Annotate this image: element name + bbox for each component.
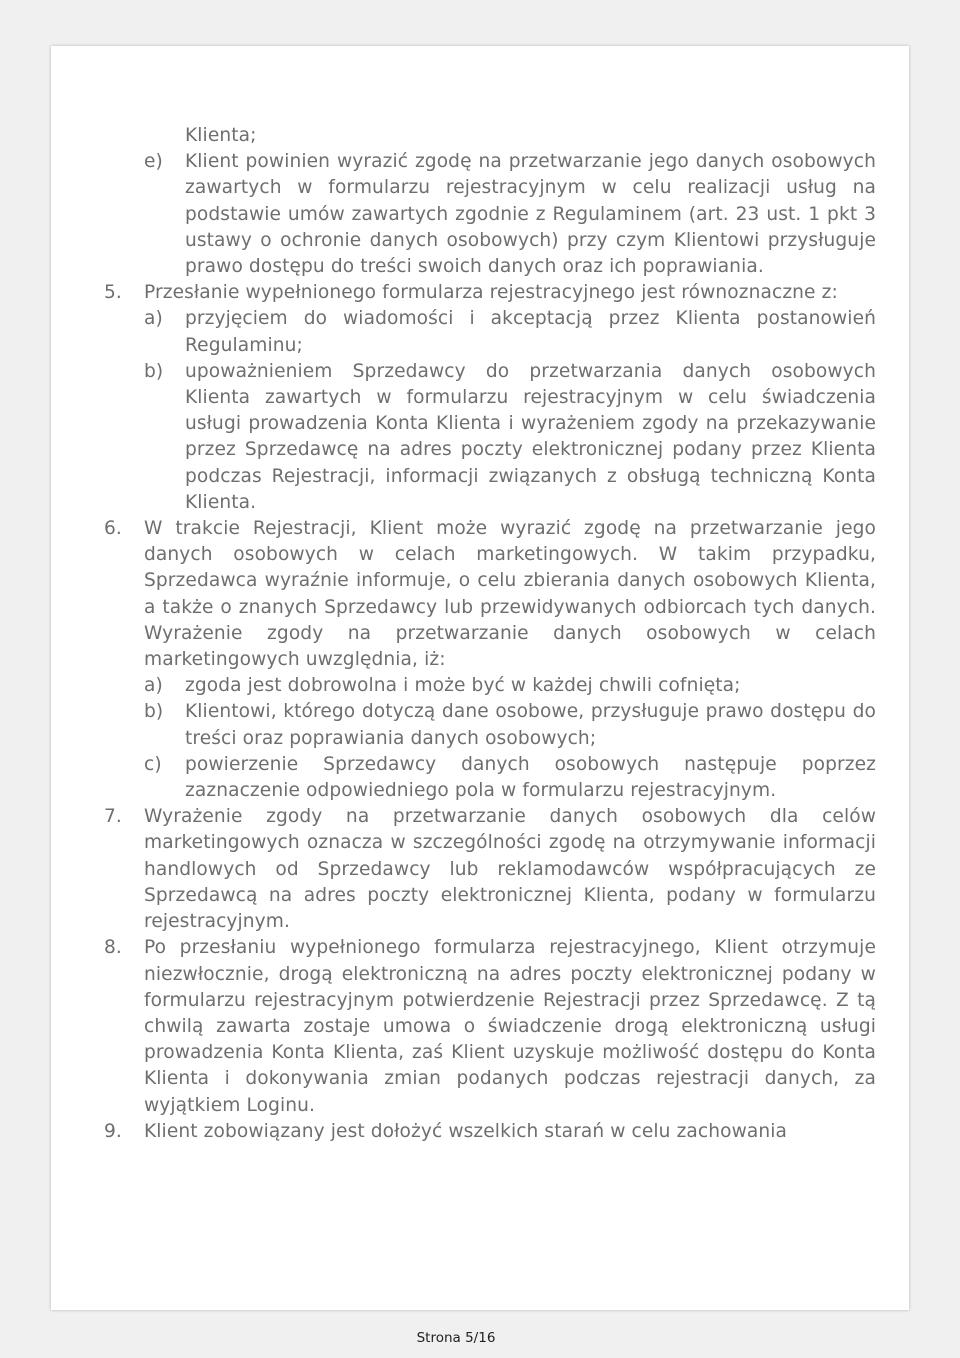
continuation-text: Klienta; (185, 125, 257, 146)
paragraph-7 (104, 804, 876, 935)
document-page (51, 46, 909, 1310)
paragraph-number: 9. (104, 1120, 122, 1142)
paragraph-8 (104, 935, 876, 1118)
paragraph-text: Klient zobowiązany jest dołożyć wszelkich starań w celu zachowania (144, 1120, 788, 1142)
paragraph-6 (104, 516, 876, 673)
subitem-label: a) (144, 675, 163, 697)
paragraph-number: 7. (104, 806, 122, 828)
subitem-label: a) (144, 308, 163, 330)
paragraph-text: Wyrażenie zgody na przetwarzanie danych osobowych dla celów marketingowych oznacza w szczególności zgodę na otrzymywanie informacji handlowych od Sprzedawcy lub reklamodawców współpracujących ze Sprzedawcą na adres poczty elektronicznej Klienta, podany w formularzu rejestracyjnym. (144, 806, 876, 933)
subitem-label: c) (144, 753, 162, 775)
subitem-text: upoważnieniem Sprzedawcy do przetwarzania danych osobowych Klienta zawartych w formularzu rejestracyjnym w celu świadczenia usługi prowadzenia Konta Klienta i wyrażeniem zgody na przekazywanie przez Sprzedawcę na adres poczty elektronicznej podany przez Klienta podczas Rejestracji, informacji związanych z obsługą techniczną Konta Klienta. (185, 360, 876, 513)
subitem-label: e) (144, 151, 163, 173)
paragraph-5 (104, 280, 876, 306)
subitem-5b (144, 359, 876, 516)
subitem-text: przyjęciem do wiadomości i akceptacją przez Klienta postanowień Regulaminu; (185, 308, 876, 356)
paragraph-9 (104, 1119, 876, 1145)
subitem-6c (144, 752, 876, 804)
document-body (104, 123, 876, 1145)
subitem-5a (144, 306, 876, 358)
subitem-text: Klientowi, którego dotyczą dane osobowe, przysługuje prawo dostępu do treści oraz poprawiania danych osobowych; (185, 701, 876, 749)
subitem-label: b) (144, 360, 164, 382)
subitem-6b (144, 699, 876, 751)
subitem-6a (144, 673, 876, 699)
page-number: Strona 5/16 (416, 1330, 496, 1346)
subitem-text: zgoda jest dobrowolna i może być w każdej chwili cofnięta; (185, 675, 741, 697)
paragraph-number: 6. (104, 518, 122, 540)
subitem-label: b) (144, 701, 164, 723)
paragraph-number: 5. (104, 282, 122, 304)
paragraph-number: 8. (104, 937, 122, 959)
paragraph-text: Po przesłaniu wypełnionego formularza rejestracyjnego, Klient otrzymuje niezwłocznie, drogą elektroniczną na adres poczty elektronicznej podany w formularzu rejestracyjnym potwierdzenie Rejestracji przez Sprzedawcę. Z tą chwilą zawarta zostaje umowa o świadczenie drogą elektroniczną usługi prowadzenia Konta Klienta, zaś Klient uzyskuje możliwość dostępu do Konta Klienta i dokonywania zmian podanych podczas rejestracji danych, za wyjątkiem Loginu. (144, 937, 876, 1116)
subitem-text: powierzenie Sprzedawcy danych osobowych następuje poprzez zaznaczenie odpowiedniego pola w formularzu rejestracyjnym. (185, 753, 876, 802)
subitem-text: Klient powinien wyrazić zgodę na przetwarzanie jego danych osobowych zawartych w formularzu rejestracyjnym w celu realizacji usług na podstawie umów zawartych zgodnie z Regulaminem (art. 23 ust. 1 pkt 3 ustawy o ochronie danych osobowych) przy czym Klientowi przysługuje prawo dostępu do treści swoich danych oraz ich poprawiania. (185, 151, 876, 278)
paragraph-text: W trakcie Rejestracji, Klient może wyrazić zgodę na przetwarzanie jego danych osobowych w celach marketingowych. W takim przypadku, Sprzedawca wyraźnie informuje, o celu zbierania danych osobowych Klienta, a także o znanych Sprzedawcy lub przewidywanych odbiorcach tych danych. Wyrażenie zgody na przetwarzanie danych osobowych w celach marketingowych uwzględnia, iż: (144, 518, 876, 671)
paragraph-text: Przesłanie wypełnionego formularza rejestracyjnego jest równoznaczne z: (144, 282, 838, 304)
subitem-e (144, 149, 876, 280)
